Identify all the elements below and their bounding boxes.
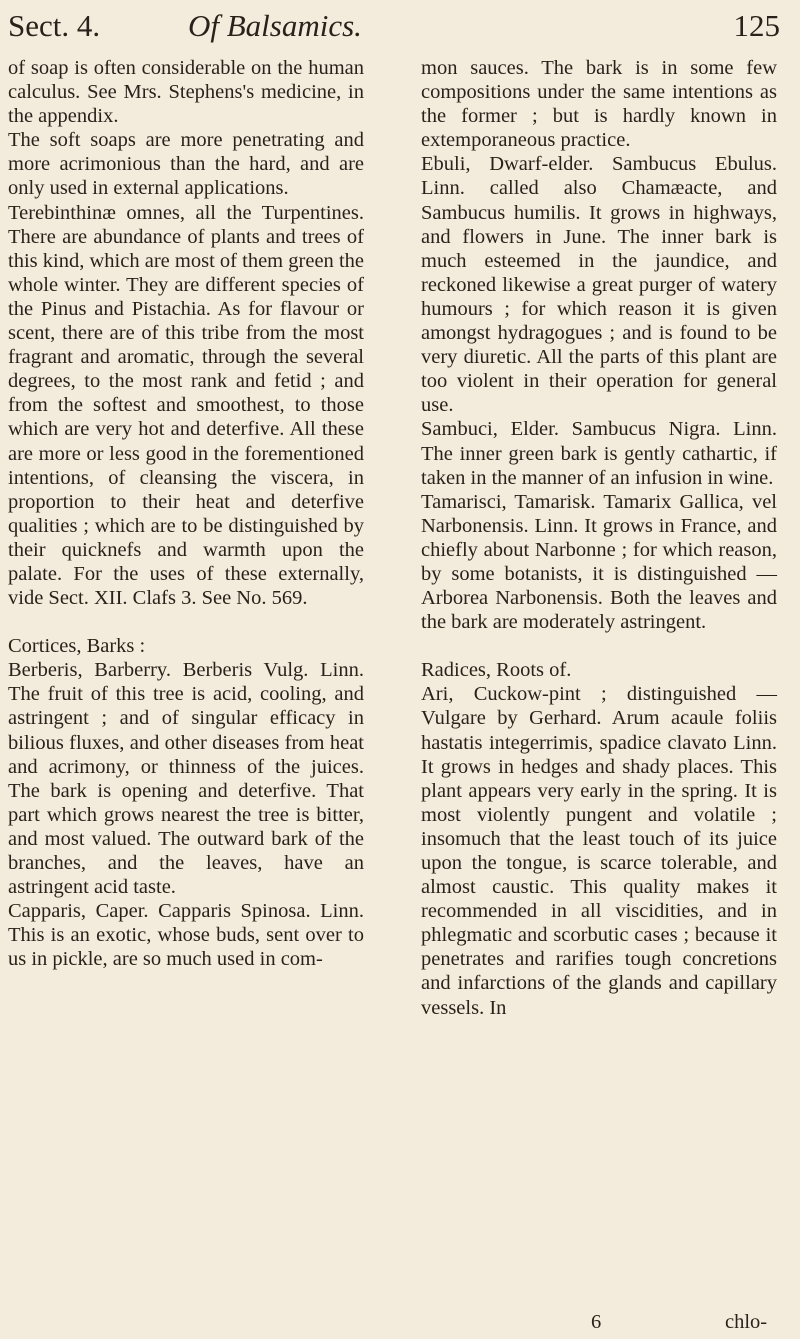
paragraph-berberis: Berberis, Barberry. Berberis Vulg. Linn. The fruit of this tree is acid, cooling, and astringent ; and of singular efficacy in bilious fluxes, and other diseases from heat and acrimony, or thinness of the juices. The bark is opening and deterfive. That part which grows nearest the tree is bitter, and most valued. The outward bark of the branches, and the leaves, have an astringent acid taste. [8,659,364,899]
running-header [8,4,780,48]
right-column [421,56,777,1020]
paragraph-capparis: Capparis, Caper. Capparis Spinosa. Linn. This is an exotic, whose buds, sent over to us in pickle, are so much used in com- [8,900,364,971]
paragraph-turpentines: Terebinthinæ omnes, all the Turpentines. There are abundance of plants and trees of this kind, which are most of them green the whole winter. They are different species of the Pinus and Pistachia. As for flavour or scent, there are of this tribe from the most fragrant and aromatic, through the several degrees, to the most rank and fetid ; and from the softest and smoothest, to those which are very hot and deterfive. All these are more or less good in the forementioned intentions, of cleansing the viscera, in proportion to their heat and deterfive qualities ; which are to be distinguished by their quicknefs and warmth upon the palate. For the uses of these externally, vide Sect. XII. Clafs 3. See No. 569. [8,201,364,610]
catchword: chlo- [725,1311,768,1333]
heading-cortices: Cortices, Barks : [8,635,146,658]
paragraph-sambuci: Sambuci, Elder. Sambucus Nigra. Linn. The inner green bark is gently cathartic, if taken in the manner of an infusion in wine. [421,418,777,489]
running-title: Of Balsamics. [188,8,362,43]
heading-radices: Radices, Roots of. [421,659,572,682]
paragraph-soft-soaps: The soft soaps are more penetrating and more acrimonious than the hard, and are only used in external applications. [8,129,364,200]
page-number: 125 [733,8,780,43]
paragraph-mon-sauces: mon sauces. The bark is in some few compositions under the same intentions as the former ; but is hardly known in extemporaneous practice. [421,57,777,152]
paragraph-ebuli: Ebuli, Dwarf-elder. Sambucus Ebulus. Linn. called also Chamæacte, and Sambucus humilis. It grows in highways, and flowers in June. The inner bark is much esteemed in the jaundice, and reckoned likewise a great purger of watery humours ; for which reason it is given amongst hydragogues ; and is found to be very diuretic. All the parts of this plant are too violent in their operation for general use. [421,153,777,417]
left-column [8,56,364,971]
section-label: Sect. 4. [8,8,101,43]
paragraph-soap: of soap is often considerable on the human calculus. See Mrs. Stephens's medicine, in the appendix. [8,57,364,128]
signature-mark: 6 [591,1311,602,1333]
paragraph-tamarisci: Tamarisci, Tamarisk. Tamarix Gallica, vel Narbonensis. Linn. It grows in France, and chiefly about Narbonne ; for which reason, by some botanists, it is distinguished — Arborea Narbonensis. Both the leaves and the bark are moderately astringent. [421,490,777,634]
paragraph-ari: Ari, Cuckow-pint ; distinguished — Vulgare by Gerhard. Arum acaule foliis hastatis integerrimis, spadice clavato Linn. It grows in hedges and shady places. This plant appears very early in the spring. It is most violently pungent and volatile ; insomuch that the least touch of its juice upon the tongue, is scarce tolerable, and almost caustic. This quality makes it recommended in all viscidities, and in phlegmatic and scorbutic cases ; because it penetrates and rarifies tough concretions and infarctions of the glands and capillary vessels. In [421,683,777,1019]
